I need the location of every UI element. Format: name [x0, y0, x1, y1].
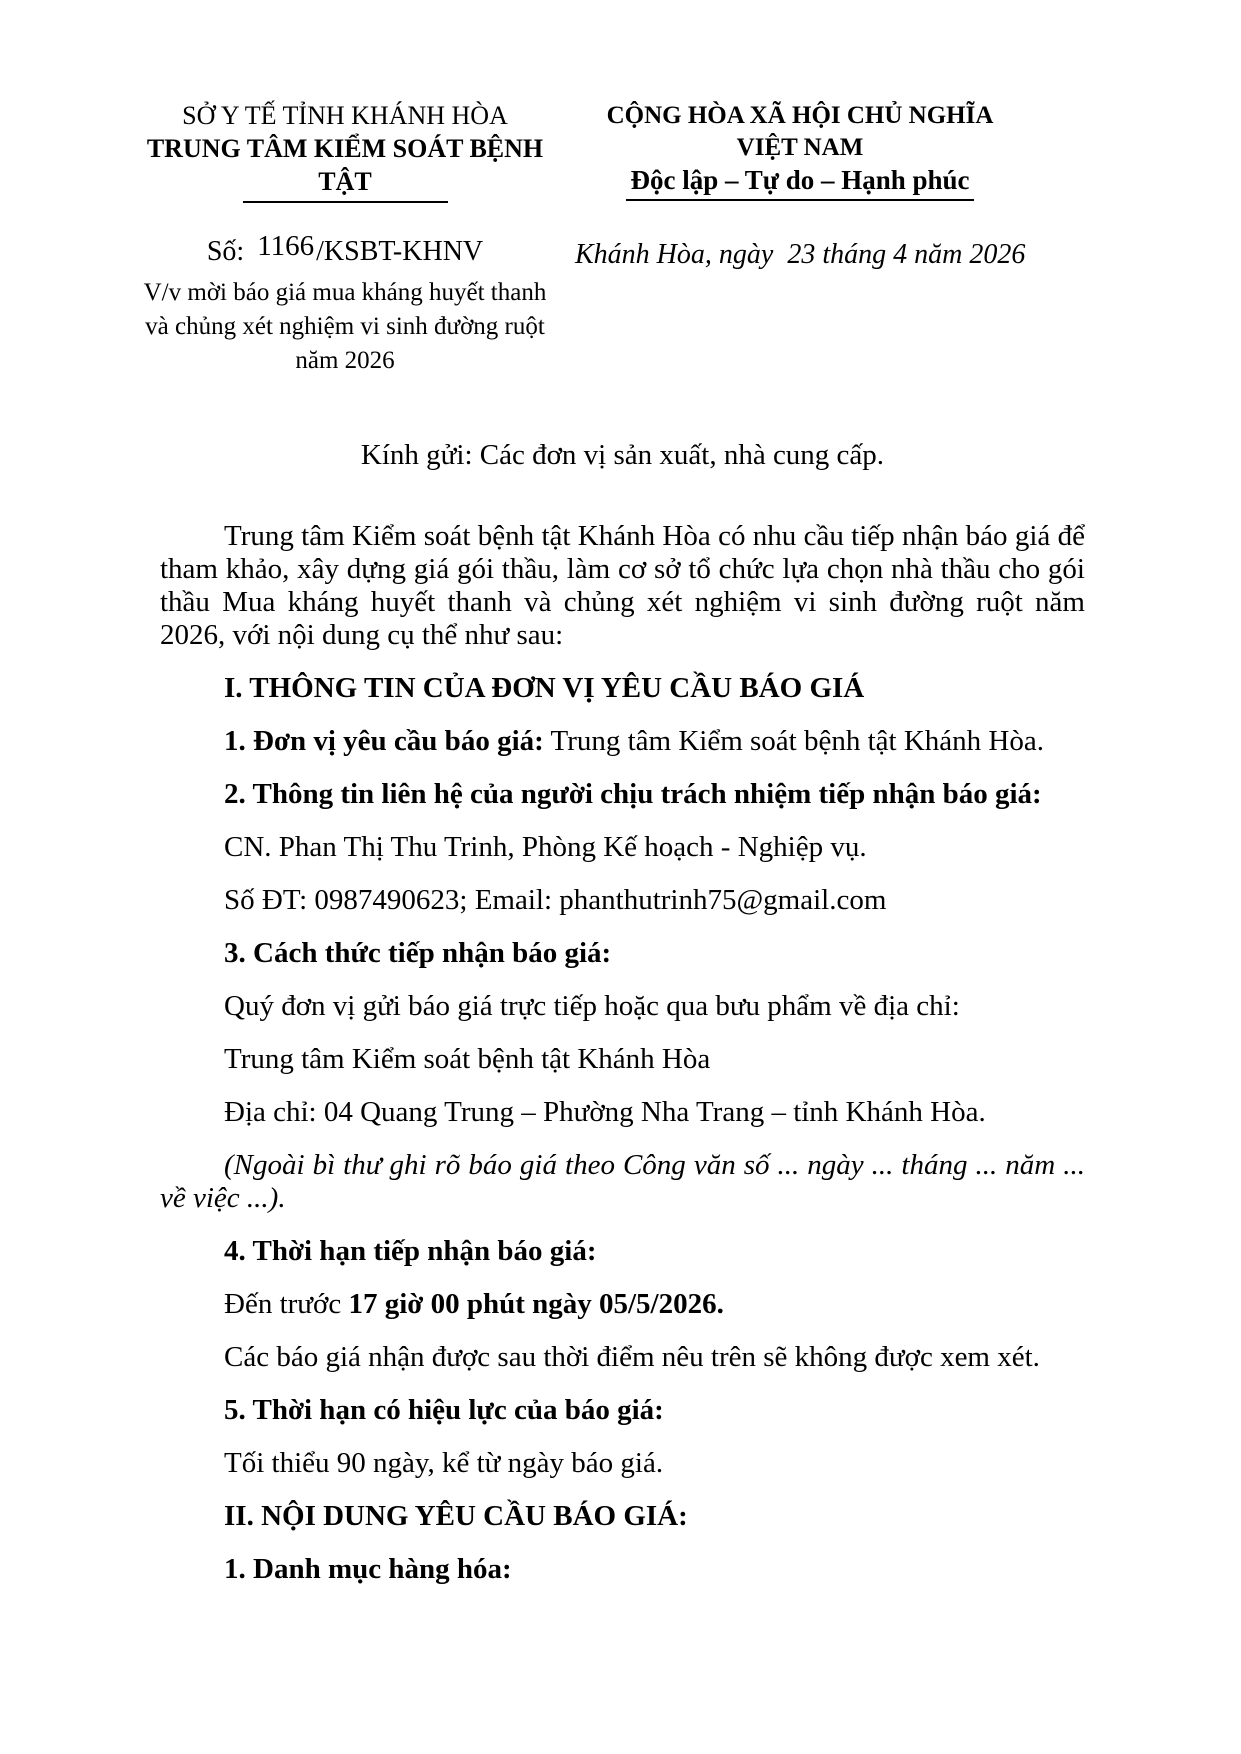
section-2-item-1-heading: 1. Danh mục hàng hóa: [224, 1553, 512, 1585]
item-5-heading: 5. Thời hạn có hiệu lực của báo giá: [224, 1394, 664, 1426]
item-3-heading: 3. Cách thức tiếp nhận báo giá: [224, 937, 612, 969]
national-motto-row [575, 164, 1025, 201]
subject-line-1: V/v mời báo giá mua kháng huyết thanh [143, 279, 547, 306]
intro-paragraph: Trung tâm Kiểm soát bệnh tật Khánh Hòa có nhu cầu tiếp nhận báo giá để tham khảo, xây dựng giá gói thầu, làm cơ sở tổ chức lựa chọn nhà thầu cho gói thầu Mua kháng huyết thanh và chủng xét nghiệm vi sinh đường ruột năm 2026, với nội dung cụ thể như sau: [160, 520, 1085, 651]
item-2-contact-heading: 2. Thông tin liên hệ của người chịu trách nhiệm tiếp nhận báo giá: [224, 778, 1042, 810]
item-5-validity-line: Tối thiểu 90 ngày, kể từ ngày báo giá. [224, 1447, 664, 1479]
item-4-deadline-bold: 17 giờ 00 phút ngày 05/5/2026. [348, 1288, 724, 1320]
contact-phone-email-line: Số ĐT: 0987490623; Email: phanthutrinh75@gmail.com [224, 884, 887, 916]
doc-number-line [125, 230, 565, 267]
item-3-org-line: Trung tâm Kiểm soát bệnh tật Khánh Hòa [224, 1043, 711, 1075]
item-3-delivery-line: Quý đơn vị gửi báo giá trực tiếp hoặc qua bưu phẩm về địa chỉ: [224, 990, 960, 1022]
national-motto: Độc lập – Tự do – Hạnh phúc [626, 164, 973, 201]
item-4-heading: 4. Thời hạn tiếp nhận báo giá: [224, 1235, 597, 1267]
item-4-late-note: Các báo giá nhận được sau thời điểm nêu trên sẽ không được xem xét. [224, 1341, 1040, 1373]
document-body [160, 438, 1085, 1586]
salutation: Kính gửi: Các đơn vị sản xuất, nhà cung cấp. [360, 439, 885, 471]
national-header-block [575, 100, 1025, 378]
item-3-address-line: Địa chỉ: 04 Quang Trung – Phường Nha Trang – tỉnh Khánh Hòa. [224, 1096, 986, 1128]
item-1-label: 1. Đơn vị yêu cầu báo giá: [224, 725, 544, 757]
item-1-requesting-unit [160, 725, 1085, 758]
doc-number-value: 1166 [257, 230, 315, 262]
item-3-envelope-note: (Ngoài bì thư ghi rõ báo giá theo Công văn số ... ngày ... tháng ... năm ... về việc ...). [160, 1149, 1085, 1214]
section-2-heading: II. NỘI DUNG YÊU CẦU BÁO GIÁ: [224, 1500, 688, 1532]
subject-line-2: và chủng xét nghiệm vi sinh đường ruột [145, 313, 545, 340]
item-4-deadline-line [160, 1288, 1085, 1321]
subject-block [125, 276, 565, 378]
org-underline-rule [243, 201, 448, 203]
subject-line-3: năm 2026 [295, 347, 395, 374]
item-1-text: Trung tâm Kiểm soát bệnh tật Khánh Hòa. [543, 725, 1044, 757]
section-1-heading: I. THÔNG TIN CỦA ĐƠN VỊ YÊU CẦU BÁO GIÁ [224, 672, 865, 704]
national-title: CỘNG HÒA XÃ HỘI CHỦ NGHĨA VIỆT NAM [606, 102, 994, 161]
doc-number-suffix: /KSBT-KHNV [316, 236, 484, 267]
contact-name-line: CN. Phan Thị Thu Trinh, Phòng Kế hoạch - Nghiệp vụ. [224, 831, 867, 863]
doc-number-label: Số: [206, 236, 252, 267]
parent-org-name: SỞ Y TẾ TỈNH KHÁNH HÒA [182, 101, 508, 130]
item-4-deadline-prefix: Đến trước [224, 1288, 349, 1320]
issuing-org-block [125, 100, 565, 378]
place-date-line: Khánh Hòa, ngày 23 tháng 4 năm 2026 [575, 239, 1026, 270]
document-header [125, 100, 1025, 378]
org-name: TRUNG TÂM KIỂM SOÁT BỆNH TẬT [146, 134, 544, 196]
